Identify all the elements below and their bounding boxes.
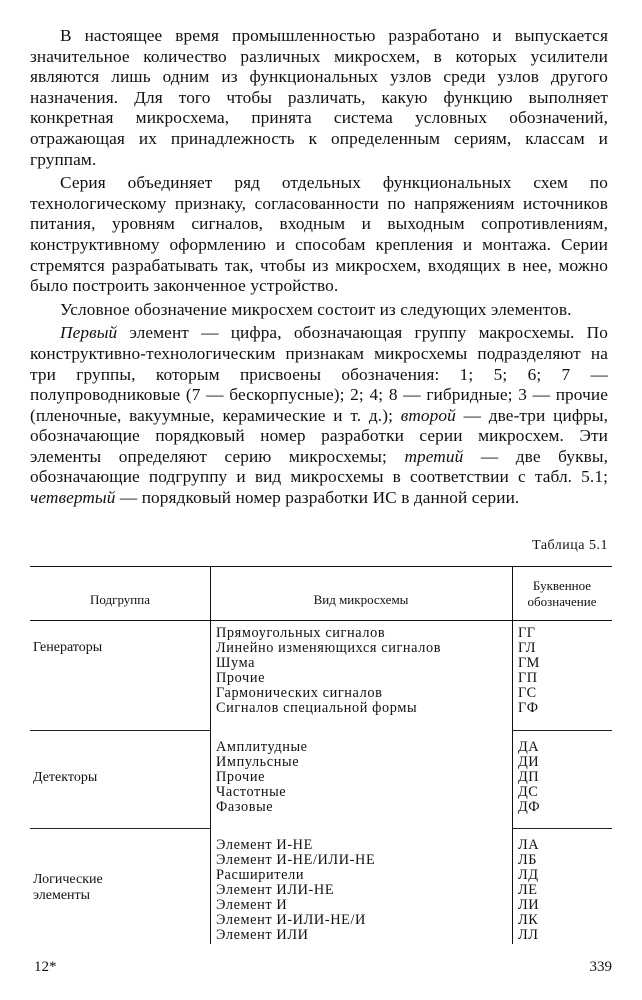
kind-cell: Сигналов специальной формы xyxy=(216,700,418,716)
code-cell: ЛА xyxy=(518,837,540,853)
kind-cell: Гармонических сигналов xyxy=(216,685,383,701)
code-cell: ГП xyxy=(518,670,538,686)
code-cell: ЛЛ xyxy=(518,927,539,943)
code-cell: ГФ xyxy=(518,700,539,716)
elements-paragraph xyxy=(30,323,608,508)
kind-cell: Фазовые xyxy=(216,799,274,815)
kind-cell: Прямоугольных сигналов xyxy=(216,625,386,641)
group-rows-generators xyxy=(30,626,612,716)
kind-cell: Шума xyxy=(216,655,256,671)
kind-cell: Элемент И-НЕ/ИЛИ-НЕ xyxy=(216,852,376,868)
table-row xyxy=(30,883,612,898)
table-row xyxy=(30,770,612,785)
table-row xyxy=(30,800,612,815)
table-row xyxy=(30,868,612,883)
code-cell: ГС xyxy=(518,685,537,701)
group-separator xyxy=(512,828,612,829)
signature-mark: 12* xyxy=(34,959,57,975)
first-element-label: Первый xyxy=(60,323,118,343)
table-row xyxy=(30,785,612,800)
code-cell: ЛИ xyxy=(518,897,540,913)
kind-cell: Расширители xyxy=(216,867,305,883)
code-cell: ЛК xyxy=(518,912,539,928)
kind-cell: Частотные xyxy=(216,784,287,800)
kind-cell: Амплитудные xyxy=(216,739,308,755)
kind-cell: Элемент И xyxy=(216,897,288,913)
table-row xyxy=(30,838,612,853)
table-header-rule xyxy=(30,620,612,621)
code-cell: ЛД xyxy=(518,867,539,883)
fourth-element-label: четвертый xyxy=(30,488,116,508)
code-cell: ДФ xyxy=(518,799,541,815)
table-row xyxy=(30,656,612,671)
table-row xyxy=(30,626,612,641)
fourth-element-text: — порядковый номер разработки ИС в данной серии. xyxy=(115,488,520,508)
table-row xyxy=(30,853,612,868)
table-row xyxy=(30,701,612,716)
code-cell: ГЛ xyxy=(518,640,536,656)
third-element-label: третий xyxy=(404,446,464,466)
header-code-line: обозначение xyxy=(527,594,597,609)
group-separator xyxy=(30,828,210,829)
group-label-line: Детекторы xyxy=(33,770,98,785)
paragraph: Условное обозначение микросхем состоит из следующих элементов. xyxy=(60,299,572,319)
kind-cell: Элемент ИЛИ xyxy=(216,927,309,943)
table-row xyxy=(30,641,612,656)
group-rows-logic xyxy=(30,838,612,943)
group-label-line: Логические xyxy=(33,872,103,887)
paragraph: В настоящее время промышленностью разработано и выпускается значительное количество различных микросхем, в которых усилители являются лишь одним из функциональных узлов среди узлов другого назначения. Для того чтобы различать, какую функцию выполняет конкретная микросхема, принята система условных обозначений, отражающая их принадлежность к определенным сериям, классам и группам. xyxy=(30,26,608,169)
table-row xyxy=(30,686,612,701)
header-code xyxy=(512,578,612,610)
kind-cell: Импульсные xyxy=(216,754,300,770)
group-separator xyxy=(30,730,210,731)
code-cell: ЛЕ xyxy=(518,882,538,898)
body-text xyxy=(30,26,608,509)
page-number: 339 xyxy=(589,959,612,975)
paragraph: Серия объединяет ряд отдельных функциональных схем по технологическому признаку, согласованности по напряжениям источников питания, уровням сигналов, входным и выходным сопротивлениям, конструктивному оформлению и способам крепления и монтажа. Серии стремятся разрабатывать так, чтобы из микросхем, входящих в нее, можно было построить законченное устройство. xyxy=(30,173,608,296)
table-row xyxy=(30,671,612,686)
code-cell: ДИ xyxy=(518,754,540,770)
code-cell: ГГ xyxy=(518,625,536,641)
second-element-label: второй xyxy=(400,405,456,425)
code-cell: ГМ xyxy=(518,655,540,671)
header-code-line: Буквенное xyxy=(532,578,592,593)
table-row xyxy=(30,755,612,770)
code-cell: ЛБ xyxy=(518,852,537,868)
group-label-line: Генераторы xyxy=(33,640,103,655)
table-row xyxy=(30,740,612,755)
microcircuit-table xyxy=(30,566,612,944)
group-rows-detectors xyxy=(30,740,612,815)
code-cell: ДП xyxy=(518,769,540,785)
third-element-text: — две буквы, обозначающие подгруппу и вид микросхемы в соответствии с табл. 5.1; xyxy=(30,446,608,487)
table-row xyxy=(30,898,612,913)
code-cell: ДА xyxy=(518,739,540,755)
kind-cell: Прочие xyxy=(216,769,266,785)
kind-cell: Прочие xyxy=(216,670,266,686)
header-subgroup: Подгруппа xyxy=(90,592,150,607)
table-row xyxy=(30,928,612,943)
header-kind: Вид микросхемы xyxy=(313,592,409,607)
table-row xyxy=(30,913,612,928)
table-top-rule xyxy=(30,566,612,567)
table-caption: Таблица 5.1 xyxy=(532,538,608,553)
first-element-text: элемент — цифра, обозначающая группу макросхемы. По конструктивно-технологическим признакам микросхемы подразделяют на три группы, которым присвоены обозначения: 1; 5; 6; 7 — полупроводниковые (7 — бескорпусные); 2; 4; 8 — гибридные; 3 — прочие (пленочные, вакуумные, керамические и т. д.); xyxy=(30,323,608,425)
kind-cell: Элемент И-НЕ xyxy=(216,837,313,853)
code-cell: ДС xyxy=(518,784,539,800)
kind-cell: Линейно изменяющихся сигналов xyxy=(216,640,442,656)
kind-cell: Элемент ИЛИ-НЕ xyxy=(216,882,335,898)
kind-cell: Элемент И-ИЛИ-НЕ/И xyxy=(216,912,366,928)
group-separator xyxy=(512,730,612,731)
group-label-line: элементы xyxy=(33,888,91,903)
second-element-text: — две-три цифры, обозначающие порядковый номер разработки серии микросхем. Эти элементы определяют серию микросхемы; xyxy=(30,405,608,466)
